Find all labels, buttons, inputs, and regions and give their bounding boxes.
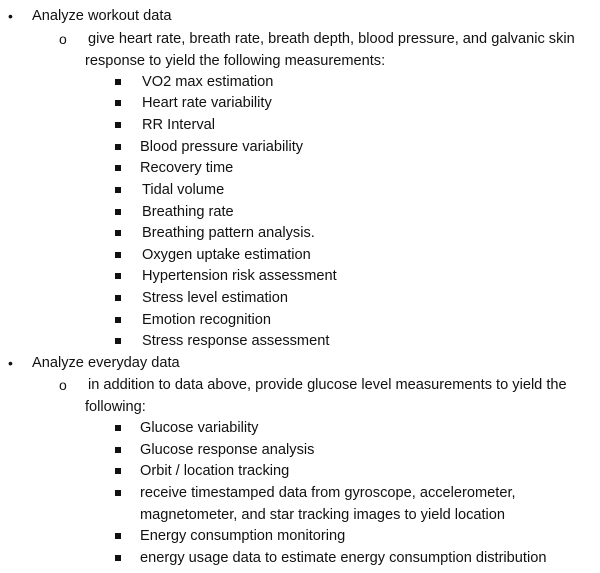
level1-bullet-icon: • xyxy=(8,355,13,371)
square-bullet-icon xyxy=(115,317,121,323)
list-item: Orbit / location tracking xyxy=(140,463,290,479)
square-bullet-icon xyxy=(115,338,121,344)
list-item: Hypertension risk assessment xyxy=(142,268,337,284)
list-item: Breathing rate xyxy=(142,204,234,220)
square-bullet-icon xyxy=(115,144,121,150)
list-item: energy usage data to estimate energy consumption distribution xyxy=(140,550,547,566)
square-bullet-icon xyxy=(115,100,121,106)
square-bullet-icon xyxy=(115,295,121,301)
list-item: Stress response assessment xyxy=(142,333,330,349)
square-bullet-icon xyxy=(115,273,121,279)
section-heading: Analyze workout data xyxy=(32,8,172,24)
level2-bullet-icon: o xyxy=(59,377,67,393)
square-bullet-icon xyxy=(115,555,121,561)
list-item: RR Interval xyxy=(142,117,215,133)
list-item: Glucose variability xyxy=(140,420,259,436)
list-item: Heart rate variability xyxy=(142,95,272,111)
square-bullet-icon xyxy=(115,122,121,128)
list-item: Oxygen uptake estimation xyxy=(142,247,311,263)
square-bullet-icon xyxy=(115,468,121,474)
subitem-text-line: in addition to data above, provide glucose level measurements to yield the xyxy=(88,377,567,393)
level2-bullet-icon: o xyxy=(59,31,67,47)
square-bullet-icon xyxy=(115,165,121,171)
list-item: Blood pressure variability xyxy=(140,139,304,155)
list-item: Breathing pattern analysis. xyxy=(142,225,315,241)
square-bullet-icon xyxy=(115,490,121,496)
section-heading: Analyze everyday data xyxy=(32,355,180,371)
square-bullet-icon xyxy=(115,187,121,193)
level1-bullet-icon: • xyxy=(8,8,13,24)
square-bullet-icon xyxy=(115,425,121,431)
list-item: Energy consumption monitoring xyxy=(140,528,346,544)
square-bullet-icon xyxy=(115,79,121,85)
subitem-text-line: following: xyxy=(85,399,146,415)
square-bullet-icon xyxy=(115,252,121,258)
square-bullet-icon xyxy=(115,447,121,453)
list-item-continuation: magnetometer, and star tracking images to yield location xyxy=(140,507,506,523)
square-bullet-icon xyxy=(115,230,121,236)
square-bullet-icon xyxy=(115,209,121,215)
list-item: Stress level estimation xyxy=(142,290,288,306)
subitem-text-line: response to yield the following measurements: xyxy=(85,53,386,69)
subitem-text-line: give heart rate, breath rate, breath depth, blood pressure, and galvanic skin xyxy=(88,31,575,47)
list-item: Emotion recognition xyxy=(142,312,271,328)
list-item: Glucose response analysis xyxy=(140,442,315,458)
list-item: Recovery time xyxy=(140,160,234,176)
square-bullet-icon xyxy=(115,533,121,539)
list-item: Tidal volume xyxy=(142,182,225,198)
list-item: VO2 max estimation xyxy=(142,74,274,90)
list-item: receive timestamped data from gyroscope, accelerometer, xyxy=(140,485,516,501)
